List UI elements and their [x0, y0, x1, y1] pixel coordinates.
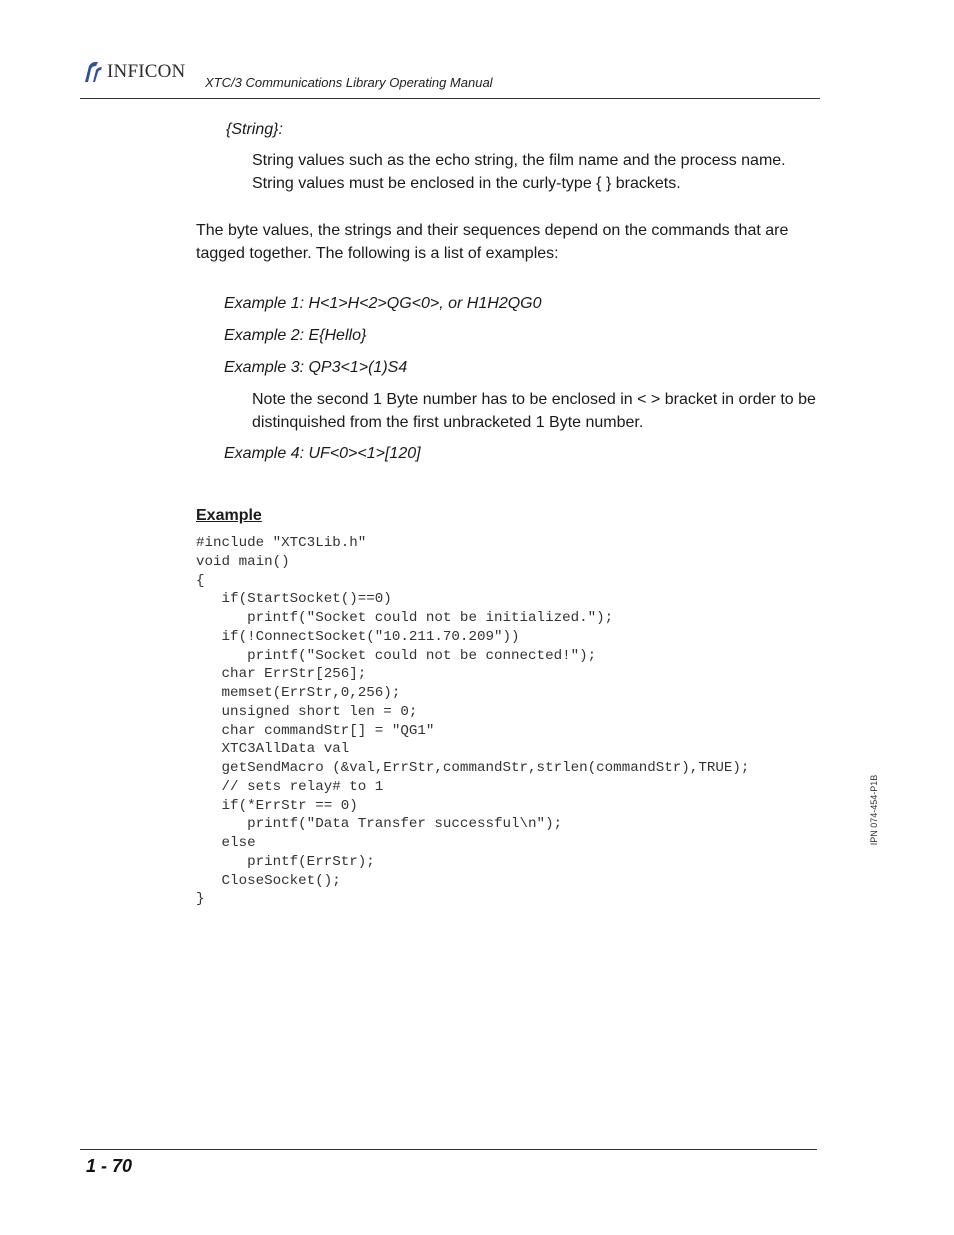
string-label: {String}:: [226, 121, 283, 138]
example-4: Example 4: UF<0><1>[120]: [224, 445, 421, 462]
string-description: String values such as the echo string, the film name and the process name. String values must be enclosed in the curly-type { } brackets.: [252, 152, 786, 192]
intro-paragraph: The byte values, the strings and their sequences depend on the commands that are tagged together. The following is a list of examples:: [196, 222, 789, 262]
example-3: Example 3: QP3<1>(1)S4: [224, 359, 408, 376]
example-heading: Example: [196, 507, 262, 524]
inficon-logo: [82, 60, 185, 84]
code-listing: #include "XTC3Lib.h" void main() { if(StartSocket()==0) printf("Socket could not be initialized."); if(!ConnectSocket("10.211.70.209")) printf("Socket could not be connected!"); char ErrStr[256]; memset(ErrStr,0,256); unsigned short len = 0; char commandStr[] = "QG1" XTC3AllData val getSendMacro (&val,ErrStr,commandStr,strlen(commandStr),TRUE); // sets relay# to 1 if(*ErrStr == 0) printf("Data Transfer successful\n"); else printf(ErrStr); CloseSocket(); }: [196, 535, 750, 908]
example-1: Example 1: H<1>H<2>QG<0>, or H1H2QG0: [224, 295, 542, 312]
logo-text: INFICON: [107, 61, 186, 82]
manual-title: XTC/3 Communications Library Operating Manual: [205, 75, 493, 90]
document-part-number: IPN 074-454-P1B: [869, 774, 879, 846]
bracket-note: Note the second 1 Byte number has to be enclosed in < > bracket in order to be distinquished from the first unbracketed 1 Byte number.: [252, 391, 816, 431]
footer-divider: [80, 1149, 817, 1150]
example-2: Example 2: E{Hello}: [224, 327, 367, 344]
inficon-logo-icon: [82, 60, 104, 84]
page-number: 1 - 70: [86, 1156, 133, 1176]
header-divider: [80, 98, 820, 99]
